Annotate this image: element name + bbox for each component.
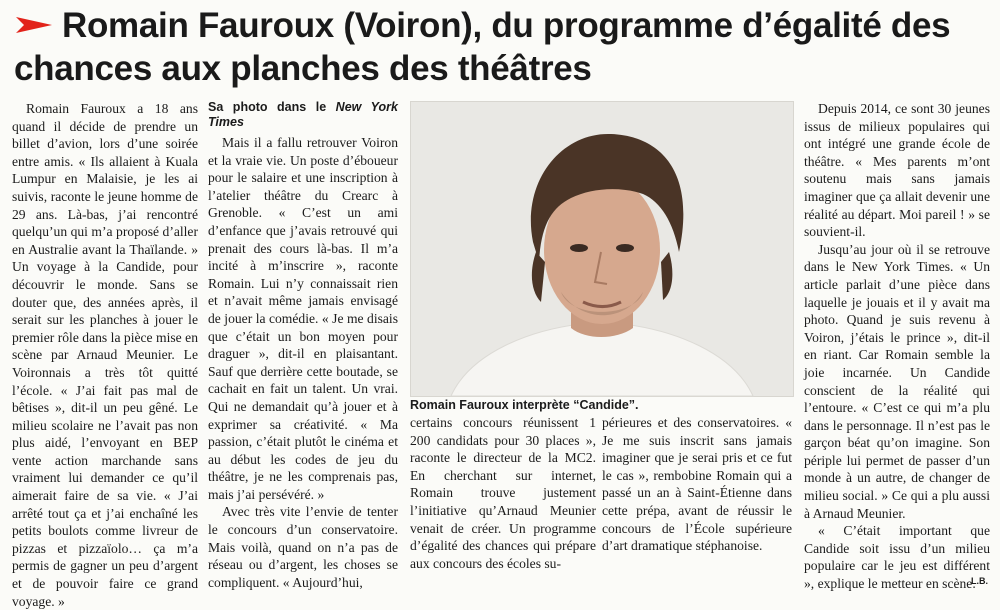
subheading-italic: New York Times bbox=[208, 100, 398, 129]
paragraph: Avec très vite l’envie de tenter le concours d’un conservatoire. Mais voilà, quand on n’a pas de réseau ou d’argent, les choses se compliquent. « Aujourd’hui, bbox=[208, 504, 398, 590]
portrait-illustration bbox=[411, 102, 793, 396]
headline-text: Romain Fauroux (Voiron), du programme d’égalité des chances aux planches des théâtres bbox=[14, 6, 951, 88]
author-signature: L.B. bbox=[971, 576, 988, 586]
paragraph: « C’était important que Candide soit issu d’un milieu populaire car le jeu est différent », explique le metteur en scène. bbox=[804, 523, 990, 592]
headline bbox=[14, 4, 994, 90]
article-column-2 bbox=[208, 100, 398, 588]
photo-caption: Romain Fauroux interprète “Candide”. bbox=[410, 398, 639, 412]
paragraph: Romain Fauroux a 18 ans quand il décide de prendre un billet d’avion, lors d’une soirée entre amis. « Ils allaient à Kuala Lumpur en Malaisie, je les ai suivis, raconte le jeune homme de 29 ans. Là-bas, j’ai rencontré quelqu’un qui m’a proposé d’aller en Australie avant la Thaïlande. » Un voyage à la Candide, pour découvrir le monde. Sans se douter que, des années après, il serait sur les planches à jouer le premier rôle dans la pièce mise en scène par Arnaud Meunier. Le Voironnais a très tôt quitté l’école. « J’ai fait pas mal de bêtises », dit-il un peu gêné. Le milieu scolaire ne l’avait pas non plus aidé, l’envoyant en BEP vente action marchande sans vraiment lui demander ce qu’il aimerait faire de sa vie. « J’ai arrêté tout ça et j’ai enchaîné les petits boulots comme livreur de pizzas et pizzaïolo… ça m’a permis de gagner un peu d’argent et de pouvoir faire ce grand voyage. » bbox=[12, 101, 198, 609]
portrait-photo bbox=[410, 101, 794, 397]
paragraph: Jusqu’au jour où il se retrouve dans le New York Times. « Un article parlait d’une pièce dans laquelle je jouais et il y avait ma photo. Quand je suis revenu à Voiron, j’étais le prince », dit-il en riant. Car Romain semble la joie incarnée. Un Candide conscient de la réalité qui l’entoure. « C’est ce qui m’a plu dans le personnage. Il n’est pas le garçon béat qu’on imagine. Son périple lui permet de passer d’un monde à un autre, de changer de milieu social. » Ce qui a plu aussi à Arnaud Meunier. bbox=[804, 241, 990, 521]
article-column-3a bbox=[410, 414, 596, 590]
subheading bbox=[208, 100, 398, 130]
paragraph: périeures et des conservatoires. « Je me suis inscrit sans jamais imaginer que je serai pris et ce fut le cas », rembobine Romain qui a passé un an à Saint-Étienne dans cette prépa, avant de réussir le concours de l’École supérieure d’art dramatique stéphanoise. bbox=[602, 415, 792, 554]
red-arrow-icon bbox=[14, 14, 54, 36]
paragraph: certains concours réunissent 1 200 candidats pour 30 places », raconte le directeur de la MC2. En cherchant sur internet, Romain trouve justement l’initiative qu’Arnaud Meunier venait de créer. Un programme d’égalité des chances qui prépare aux concours des écoles su- bbox=[410, 415, 596, 571]
article-column-1 bbox=[12, 100, 198, 609]
article-column-3b bbox=[602, 414, 792, 590]
paragraph: Depuis 2014, ce sont 30 jeunes issus de milieux populaires qui ont intégré une grande école de théâtre. « Mes parents m’ont soutenu mais sans jamais imaginer que ça allait devenir une réalité au départ. Moi pareil ! » se souvient-il. bbox=[804, 101, 990, 240]
paragraph: Mais il a fallu retrouver Voiron et la vraie vie. Un poste d’éboueur pour le salaire et une inscription à l’atelier théâtre du Crearc à Grenoble. « C’est un ami d’enfance que j’avais retrouvé qui prenait des cours là-bas. Il m’a incité à m’inscrire », raconte Romain. Lui n’y connaissait rien et n’avait même jamais envisagé de jouer la comédie. « Je me disais que c’était un bon moyen pour draguer », dit-il en plaisantant. Sauf que derrière cette boutade, se cachait en fait un talent. Un vrai. Qui ne demandait qu’à jouer et à exprimer sa créativité. « Ma passion, c’était plutôt le cinéma et au début les codes de jeu du théâtre, je ne les comprenais pas, mais j’ai persévéré. » bbox=[208, 135, 398, 502]
subheading-text: Sa photo dans le bbox=[208, 100, 336, 114]
